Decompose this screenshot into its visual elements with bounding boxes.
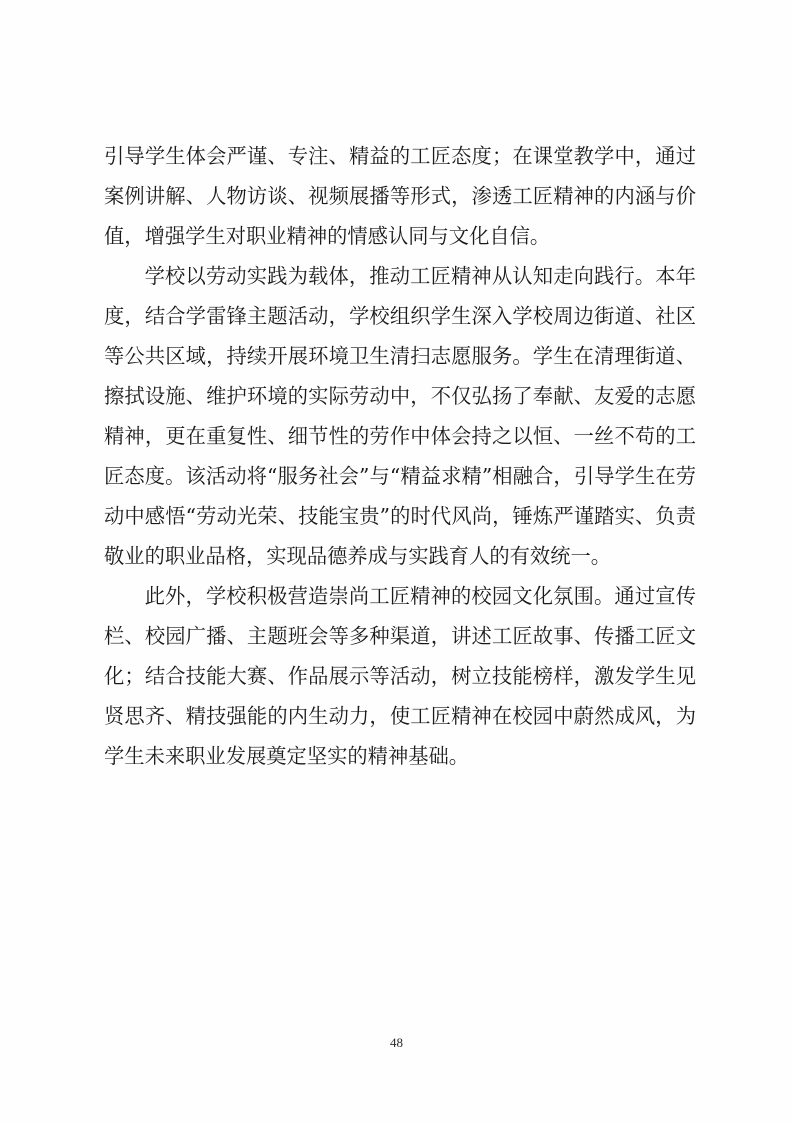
paragraph-3: 此外，学校积极营造崇尚工匠精神的校园文化氛围。通过宣传栏、校园广播、主题班会等多种渠道，讲述工匠故事、传播工匠文化；结合技能大赛、作品展示等活动，树立技能榜样，激发学生见贤思齐、精技强能的内生动力，使工匠精神在校园中蔚然成风，为学生未来职业发展奠定坚实的精神基础。: [104, 584, 696, 768]
paragraph-1: 引导学生体会严谨、专注、精益的工匠态度；在课堂教学中，通过案例讲解、人物访谈、视频展播等形式，渗透工匠精神的内涵与价值，增强学生对职业精神的情感认同与文化自信。: [104, 144, 696, 248]
paragraph-2: 学校以劳动实践为载体，推动工匠精神从认知走向践行。本年度，结合学雷锋主题活动，学校组织学生深入学校周边街道、社区等公共区域，持续开展环境卫生清扫志愿服务。学生在清理街道、擦拭设施、维护环境的实际劳动中，不仅弘扬了奉献、友爱的志愿精神，更在重复性、细节性的劳作中体会持之以恒、一丝不苟的工匠态度。该活动将“服务社会”与“精益求精”相融合，引导学生在劳动中感悟“劳动光荣、技能宝贵”的时代风尚，锤炼严谨踏实、负责敬业的职业品格，实现品德养成与实践育人的有效统一。: [104, 264, 696, 568]
document-body: [104, 136, 696, 776]
page-number: 48: [390, 1035, 403, 1050]
